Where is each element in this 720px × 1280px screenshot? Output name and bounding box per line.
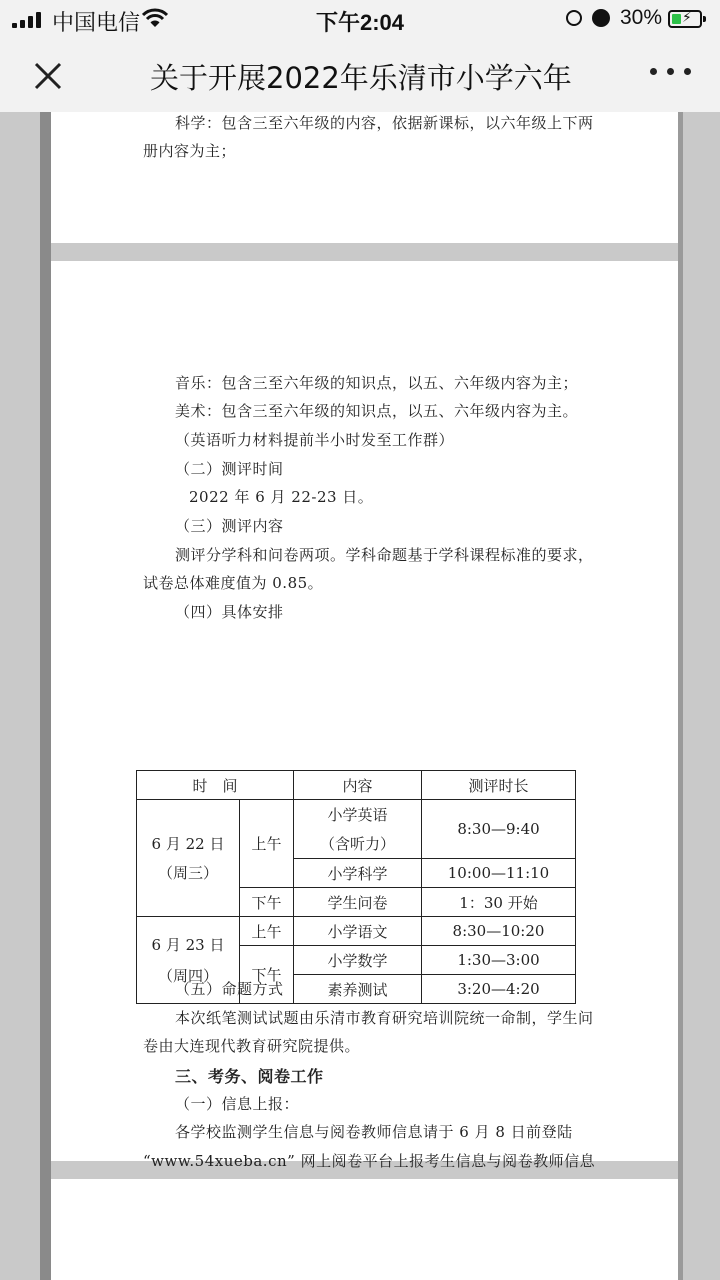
page-title: 关于开展2022年乐清市小学六年 [150,61,572,95]
document-page-1 [51,112,678,243]
page-edge [678,112,683,1280]
subject-cell: 小学语文 [294,917,422,946]
doc-line: （英语听力材料提前半小时发至工作群） [175,431,455,449]
doc-section-heading: （二）测评时间 [175,460,284,478]
date-label: 6 月 23 日 [151,936,225,954]
weekday-label: （周四） [157,967,218,985]
subject-note: （含听力） [319,835,395,853]
battery-percent: 30% [620,6,663,29]
doc-section-heading: （一）信息上报： [175,1095,300,1113]
doc-line: 音乐：包含三至六年级的知识点，以五、六年级内容为主； [175,374,579,392]
subject-label: 小学英语 [327,806,388,824]
doc-line: 本次纸笔测试试题由乐清市教育研究培训院统一命制，学生问 [175,1009,594,1027]
subject-cell: 素养测试 [294,975,422,1004]
status-time: 下午2:04 [315,10,405,35]
doc-line: “www.54xueba.cn” 网上阅卷平台上报考生信息与阅卷教师信息 [143,1152,596,1170]
doc-section-heading: （三）测评内容 [175,517,284,535]
doc-line: 册内容为主； [143,142,237,160]
doc-line: 各学校监测学生信息与阅卷教师信息请于 6 月 8 日前登陆 [175,1123,573,1141]
doc-section-heading: （五）命题方式 [175,980,284,998]
document-page-2 [51,261,678,1170]
duration-cell: 1：30 开始 [422,888,576,917]
table-header-row [137,771,576,800]
table-row [137,800,576,859]
table-header-cell: 内容 [294,771,422,800]
subject-cell: 学生问卷 [294,888,422,917]
page-edge [40,112,51,1280]
period-cell: 上午 [240,917,294,946]
schedule-table [136,770,576,1004]
battery-charging-icon: ⚡ [668,10,702,28]
period-cell: 下午 [240,888,294,917]
subject-cell: 小学数学 [294,946,422,975]
doc-chapter-heading: 三、考务、阅卷工作 [175,1067,324,1086]
nav-bar [0,38,720,112]
weekday-label: （周三） [157,864,218,882]
doc-section-heading: （四）具体安排 [175,603,284,621]
table-header-cell: 时 间 [137,771,294,800]
duration-cell: 10:00—11:10 [422,859,576,888]
status-bar [0,0,720,38]
alarm-icon [592,9,610,27]
period-cell: 下午 [240,946,294,1004]
doc-line: 试卷总体难度值为 0.85。 [143,574,324,592]
date-cell [137,800,240,917]
doc-line: 卷由大连现代教育研究院提供。 [143,1037,361,1055]
close-icon[interactable] [28,56,68,96]
date-label: 6 月 22 日 [151,835,225,853]
subject-cell: 小学科学 [294,859,422,888]
subject-cell [294,800,422,859]
doc-line: 测评分学科和问卷两项。学科命题基于学科课程标准的要求， [175,546,594,564]
table-row [137,917,576,946]
more-icon[interactable] [650,68,692,80]
duration-cell: 8:30—10:20 [422,917,576,946]
orientation-lock-icon [566,10,582,26]
doc-line: 美术：包含三至六年级的知识点，以五、六年级内容为主。 [175,402,579,420]
table-header-cell: 测评时长 [422,771,576,800]
carrier-label: 中国电信 [52,10,141,35]
doc-line: 科学：包含三至六年级的内容，依据新课标，以六年级上下两 [175,114,594,132]
document-page-3 [51,1179,678,1280]
duration-cell: 8:30—9:40 [422,800,576,859]
doc-line: 2022 年 6 月 22-23 日。 [189,488,374,506]
document-viewer[interactable] [0,112,720,1280]
duration-cell: 3:20—4:20 [422,975,576,1004]
duration-cell: 1:30—3:00 [422,946,576,975]
period-cell: 上午 [240,800,294,888]
